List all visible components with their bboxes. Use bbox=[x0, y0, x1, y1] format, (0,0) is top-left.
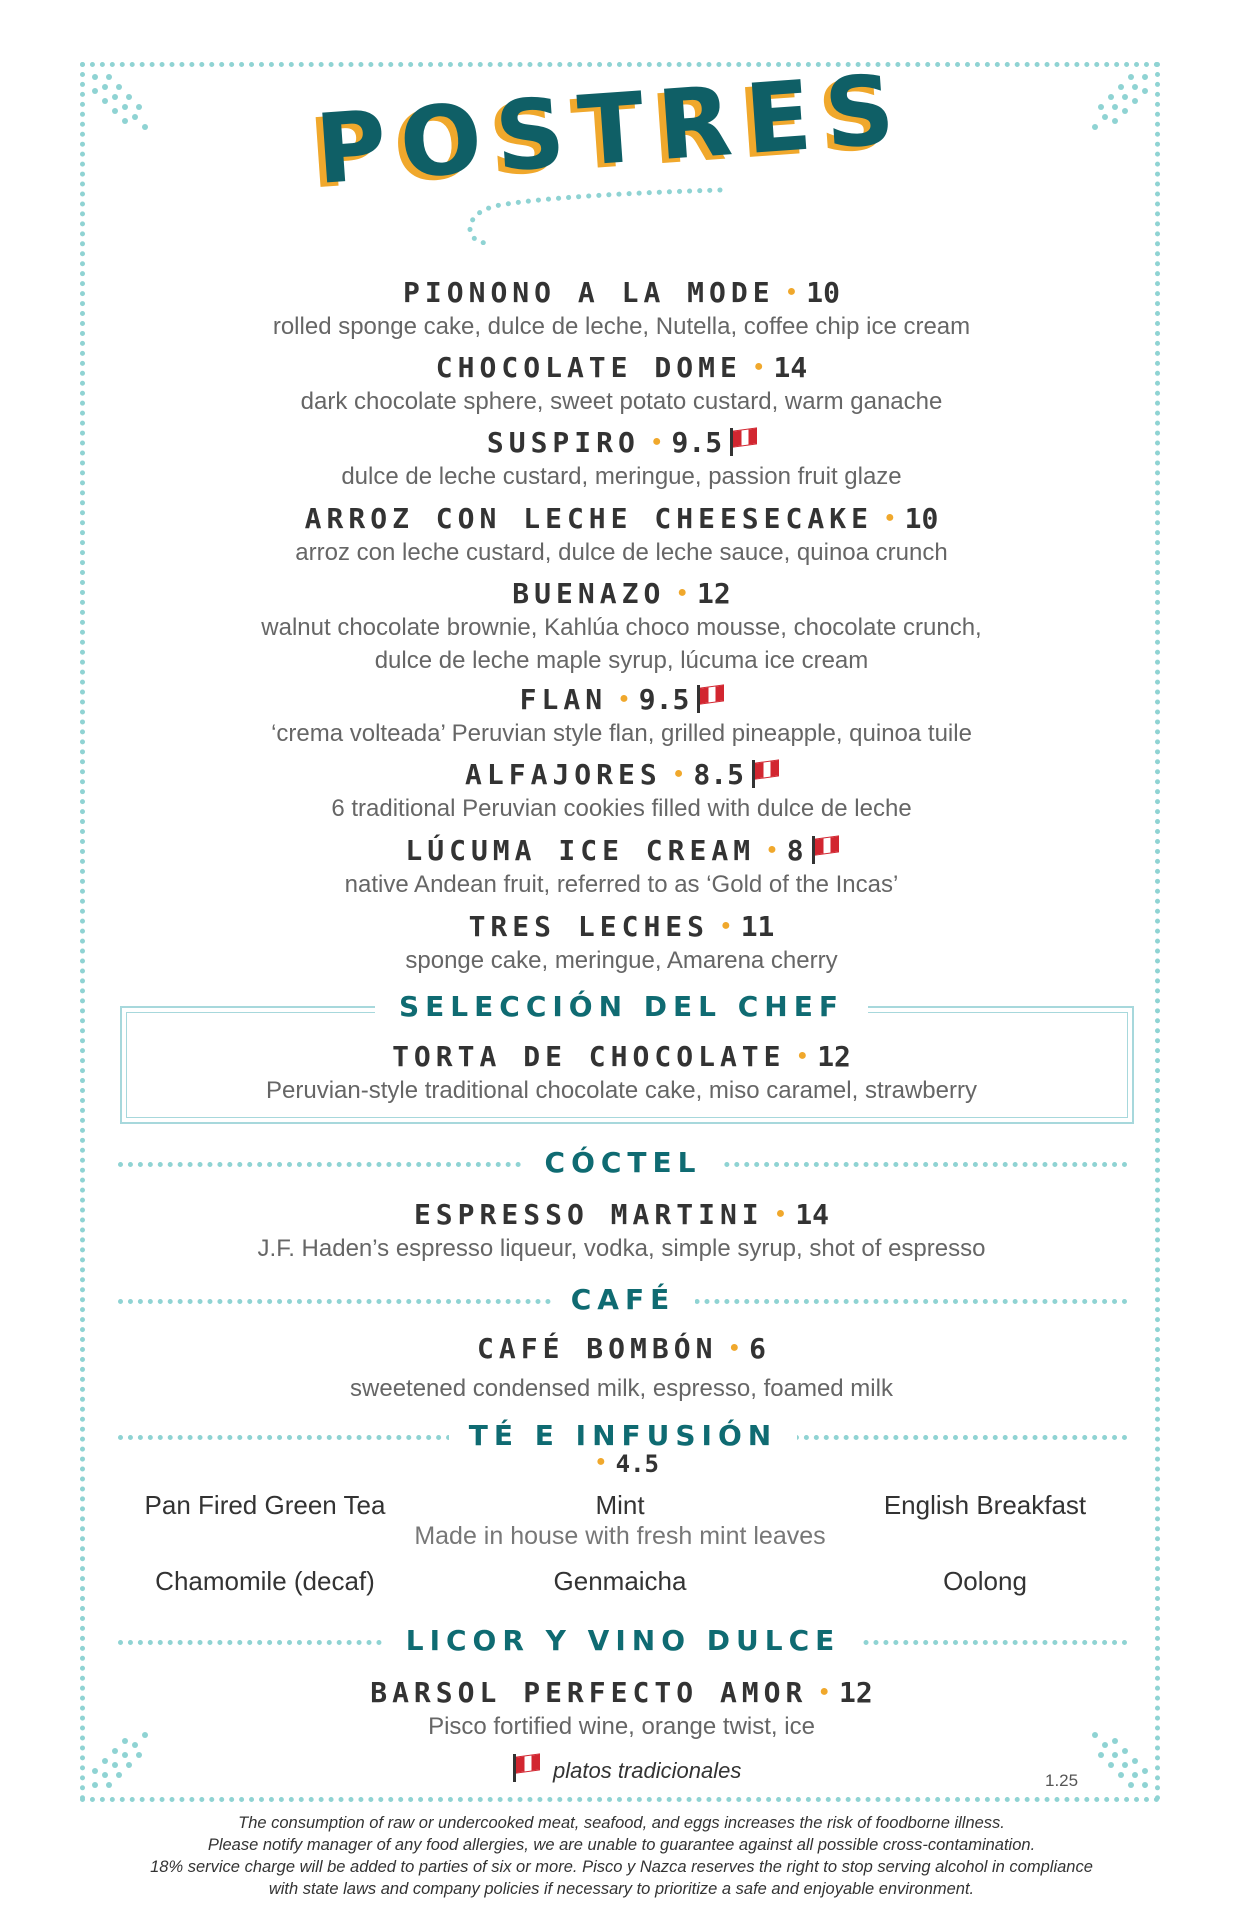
item-price: 12 bbox=[696, 577, 731, 610]
item-description: ‘crema volteada’ Peruvian style flan, grilled pineapple, quinoa tuile bbox=[271, 720, 972, 747]
corner-dot bbox=[92, 74, 98, 80]
corner-dot bbox=[112, 1762, 118, 1768]
tea-genmaicha: Genmaicha bbox=[553, 1566, 687, 1596]
item-name: ESPRESSO MARTINI bbox=[413, 1198, 764, 1231]
corner-dot bbox=[1122, 108, 1128, 114]
corner-dot bbox=[1128, 1782, 1134, 1788]
item-name: FLAN bbox=[519, 683, 608, 716]
peru-flag-icon bbox=[752, 760, 778, 786]
corner-dot bbox=[116, 1772, 122, 1778]
corner-dot bbox=[122, 104, 128, 110]
corner-dot bbox=[1098, 1752, 1104, 1758]
corner-dot bbox=[106, 74, 112, 80]
item-description: arroz con leche custard, dulce de leche sauce, quinoa crunch bbox=[295, 539, 948, 566]
corner-dot bbox=[92, 1782, 98, 1788]
item-name: ARROZ CON LECHE CHEESECAKE bbox=[304, 502, 873, 535]
corner-dot bbox=[1092, 124, 1098, 130]
corner-dot bbox=[106, 1782, 112, 1788]
corner-dot bbox=[136, 104, 142, 110]
corner-dot bbox=[1102, 1742, 1108, 1748]
corner-dot bbox=[122, 1752, 128, 1758]
dessert-item-flan bbox=[0, 683, 1243, 749]
item-description: 6 traditional Peruvian cookies filled with dulce de leche bbox=[331, 795, 912, 822]
item-name: CHOCOLATE DOME bbox=[435, 351, 742, 384]
item-price: 9.5 bbox=[671, 426, 723, 459]
chef-item-torta bbox=[0, 1040, 1243, 1106]
cafe-item-bombon bbox=[0, 1332, 1243, 1404]
dessert-item-buenazo bbox=[0, 577, 1243, 676]
item-description: sponge cake, meringue, Amarena cherry bbox=[405, 947, 838, 974]
licor-item-barsol bbox=[0, 1676, 1243, 1742]
title-dotted-swirl bbox=[230, 175, 730, 245]
item-price: 8.5 bbox=[693, 758, 744, 791]
item-description: native Andean fruit, referred to as ‘Gold of the Incas’ bbox=[344, 871, 899, 898]
corner-dot bbox=[102, 98, 108, 104]
section-header-te: TÉ E INFUSIÓN bbox=[118, 1419, 1128, 1455]
tea-oolong: Oolong bbox=[943, 1566, 1027, 1596]
corner-dot bbox=[112, 1748, 118, 1754]
legend-traditional bbox=[505, 1754, 741, 1784]
corner-dot bbox=[1142, 1768, 1148, 1774]
item-price: 14 bbox=[773, 351, 808, 384]
corner-dot bbox=[1132, 1758, 1138, 1764]
corner-dot bbox=[1108, 94, 1114, 100]
corner-dot bbox=[1112, 118, 1118, 124]
item-description: J.F. Haden’s espresso liqueur, vodka, simple syrup, shot of espresso bbox=[257, 1235, 986, 1262]
corner-dot bbox=[1142, 74, 1148, 80]
item-price: 10 bbox=[904, 502, 939, 535]
item-price: 12 bbox=[839, 1676, 873, 1709]
footer-line-1: The consumption of raw or undercooked meat, seafood, and eggs increases the risk of foodborne illness. bbox=[238, 1814, 1005, 1832]
footer-line-3: 18% service charge will be added to parties of six or more. Pisco y Nazca reserves the right to stop serving alcohol in compliance bbox=[150, 1858, 1093, 1876]
footer-line-2: Please notify manager of any food allergies, we are unable to guarantee against all possible cross-contamination. bbox=[207, 1836, 1036, 1854]
corner-dot bbox=[112, 108, 118, 114]
bullet-dot-icon: ● bbox=[729, 1338, 740, 1356]
item-description: Pisco fortified wine, orange twist, ice bbox=[428, 1713, 815, 1740]
dessert-item-suspiro bbox=[0, 426, 1243, 492]
corner-dot bbox=[122, 118, 128, 124]
tea-mint: Mint bbox=[595, 1490, 645, 1520]
te-price-row bbox=[0, 1450, 1243, 1478]
corner-dot bbox=[92, 88, 98, 94]
corner-dots-top-left bbox=[92, 74, 162, 144]
corner-dot bbox=[102, 84, 108, 90]
item-price: 4.5 bbox=[615, 1450, 660, 1478]
legend-text: platos tradicionales bbox=[553, 1758, 742, 1783]
bullet-dot-icon: ● bbox=[651, 432, 662, 450]
peru-flag-icon bbox=[513, 1754, 539, 1780]
corner-dot bbox=[1122, 1748, 1128, 1754]
item-price: 8 bbox=[786, 834, 804, 867]
tea-mint-note: Made in house with fresh mint leaves bbox=[414, 1522, 826, 1550]
tea-chamomile: Chamomile (decaf) bbox=[155, 1566, 375, 1596]
peru-flag-icon bbox=[730, 428, 756, 454]
dessert-item-alfajores bbox=[0, 758, 1243, 824]
menu-version-number: 1.25 bbox=[1045, 1771, 1079, 1790]
item-description-line-2: dulce de leche maple syrup, lúcuma ice cream bbox=[374, 647, 869, 674]
section-header-coctel: CÓCTEL bbox=[118, 1146, 1128, 1182]
corner-dot bbox=[112, 94, 118, 100]
item-name: LÚCUMA ICE CREAM bbox=[405, 834, 756, 867]
corner-dot bbox=[126, 1762, 132, 1768]
footer-disclaimer bbox=[0, 1812, 1243, 1900]
corner-dot bbox=[1128, 74, 1134, 80]
bullet-dot-icon: ● bbox=[819, 1682, 830, 1700]
item-price: 12 bbox=[817, 1040, 851, 1073]
bullet-dot-icon: ● bbox=[775, 1204, 786, 1222]
section-header-chef: SELECCIÓN DEL CHEF bbox=[0, 990, 1243, 1023]
bullet-dot-icon: ● bbox=[619, 689, 629, 707]
dessert-item-chocolate-dome bbox=[0, 351, 1243, 417]
bullet-dot-icon: ● bbox=[884, 508, 895, 526]
section-header-licor: LICOR Y VINO DULCE bbox=[118, 1624, 1128, 1660]
item-price: 10 bbox=[806, 276, 840, 309]
item-price: 9.5 bbox=[638, 683, 690, 716]
item-description: Peruvian-style traditional chocolate cake, miso caramel, strawberry bbox=[266, 1077, 977, 1104]
menu-title-text: POSTRES bbox=[312, 52, 912, 207]
item-name: SUSPIRO bbox=[486, 426, 640, 459]
item-price: 6 bbox=[749, 1332, 766, 1365]
item-description: sweetened condensed milk, espresso, foamed milk bbox=[350, 1375, 893, 1402]
corner-dot bbox=[1112, 104, 1118, 110]
bullet-dot-icon: ● bbox=[677, 583, 687, 601]
corner-dot bbox=[1108, 1762, 1114, 1768]
peru-flag-icon bbox=[812, 836, 838, 862]
corner-dot bbox=[1122, 94, 1128, 100]
corner-dots-top-right bbox=[1080, 74, 1150, 144]
corner-dot bbox=[1118, 1772, 1124, 1778]
item-name: TORTA DE CHOCOLATE bbox=[392, 1040, 786, 1073]
bullet-dot-icon: ● bbox=[786, 282, 797, 300]
bullet-dot-icon: ● bbox=[595, 1452, 606, 1470]
tea-pan-fired-green: Pan Fired Green Tea bbox=[144, 1490, 386, 1520]
peru-flag-icon bbox=[697, 685, 723, 711]
corner-dot bbox=[1122, 1762, 1128, 1768]
corner-dot bbox=[1142, 1782, 1148, 1788]
corner-dot bbox=[132, 114, 138, 120]
corner-dot bbox=[136, 1752, 142, 1758]
corner-dot bbox=[1118, 84, 1124, 90]
item-name: PIONONO A LA MODE bbox=[403, 276, 775, 309]
corner-dot bbox=[1098, 104, 1104, 110]
corner-dot bbox=[1102, 114, 1108, 120]
corner-dot bbox=[92, 1768, 98, 1774]
coctel-item-espresso-martini bbox=[0, 1198, 1243, 1264]
item-name: CAFÉ BOMBÓN bbox=[477, 1332, 718, 1365]
dessert-item-tres-leches bbox=[0, 910, 1243, 976]
corner-dot bbox=[116, 84, 122, 90]
item-description: dulce de leche custard, meringue, passion fruit glaze bbox=[341, 463, 902, 490]
corner-dot bbox=[132, 1742, 138, 1748]
bullet-dot-icon: ● bbox=[673, 764, 684, 782]
tea-english-breakfast: English Breakfast bbox=[883, 1490, 1087, 1520]
item-price: 14 bbox=[795, 1198, 830, 1231]
bullet-dot-icon: ● bbox=[721, 916, 731, 934]
corner-dot bbox=[1112, 1752, 1118, 1758]
bullet-dot-icon: ● bbox=[753, 357, 764, 375]
corner-dot bbox=[126, 94, 132, 100]
dessert-item-pionono bbox=[0, 276, 1243, 342]
item-description: dark chocolate sphere, sweet potato custard, warm ganache bbox=[300, 388, 943, 415]
item-name: BARSOL PERFECTO AMOR bbox=[370, 1676, 808, 1709]
corner-dot bbox=[1142, 88, 1148, 94]
bullet-dot-icon: ● bbox=[797, 1046, 808, 1064]
item-description: rolled sponge cake, dulce de leche, Nutella, coffee chip ice cream bbox=[272, 313, 971, 340]
section-header-cafe: CAFÉ bbox=[118, 1283, 1128, 1319]
item-description: walnut chocolate brownie, Kahlúa choco mousse, chocolate crunch, bbox=[261, 614, 982, 641]
corner-dot bbox=[1132, 98, 1138, 104]
corner-dot bbox=[102, 1772, 108, 1778]
item-name: ALFAJORES bbox=[465, 758, 662, 791]
dessert-item-arroz-cheesecake bbox=[0, 502, 1243, 568]
item-price: 11 bbox=[740, 910, 775, 943]
corner-dot bbox=[142, 124, 148, 130]
footer-line-4: with state laws and company policies if necessary to prioritize a safe and enjoyable environment. bbox=[268, 1880, 975, 1898]
item-name: TRES LECHES bbox=[468, 910, 710, 943]
corner-dot bbox=[1132, 1772, 1138, 1778]
dessert-item-lucuma bbox=[0, 834, 1243, 900]
corner-dot bbox=[102, 1758, 108, 1764]
bullet-dot-icon: ● bbox=[767, 840, 777, 858]
item-name: BUENAZO bbox=[512, 577, 666, 610]
corner-dot bbox=[1132, 84, 1138, 90]
